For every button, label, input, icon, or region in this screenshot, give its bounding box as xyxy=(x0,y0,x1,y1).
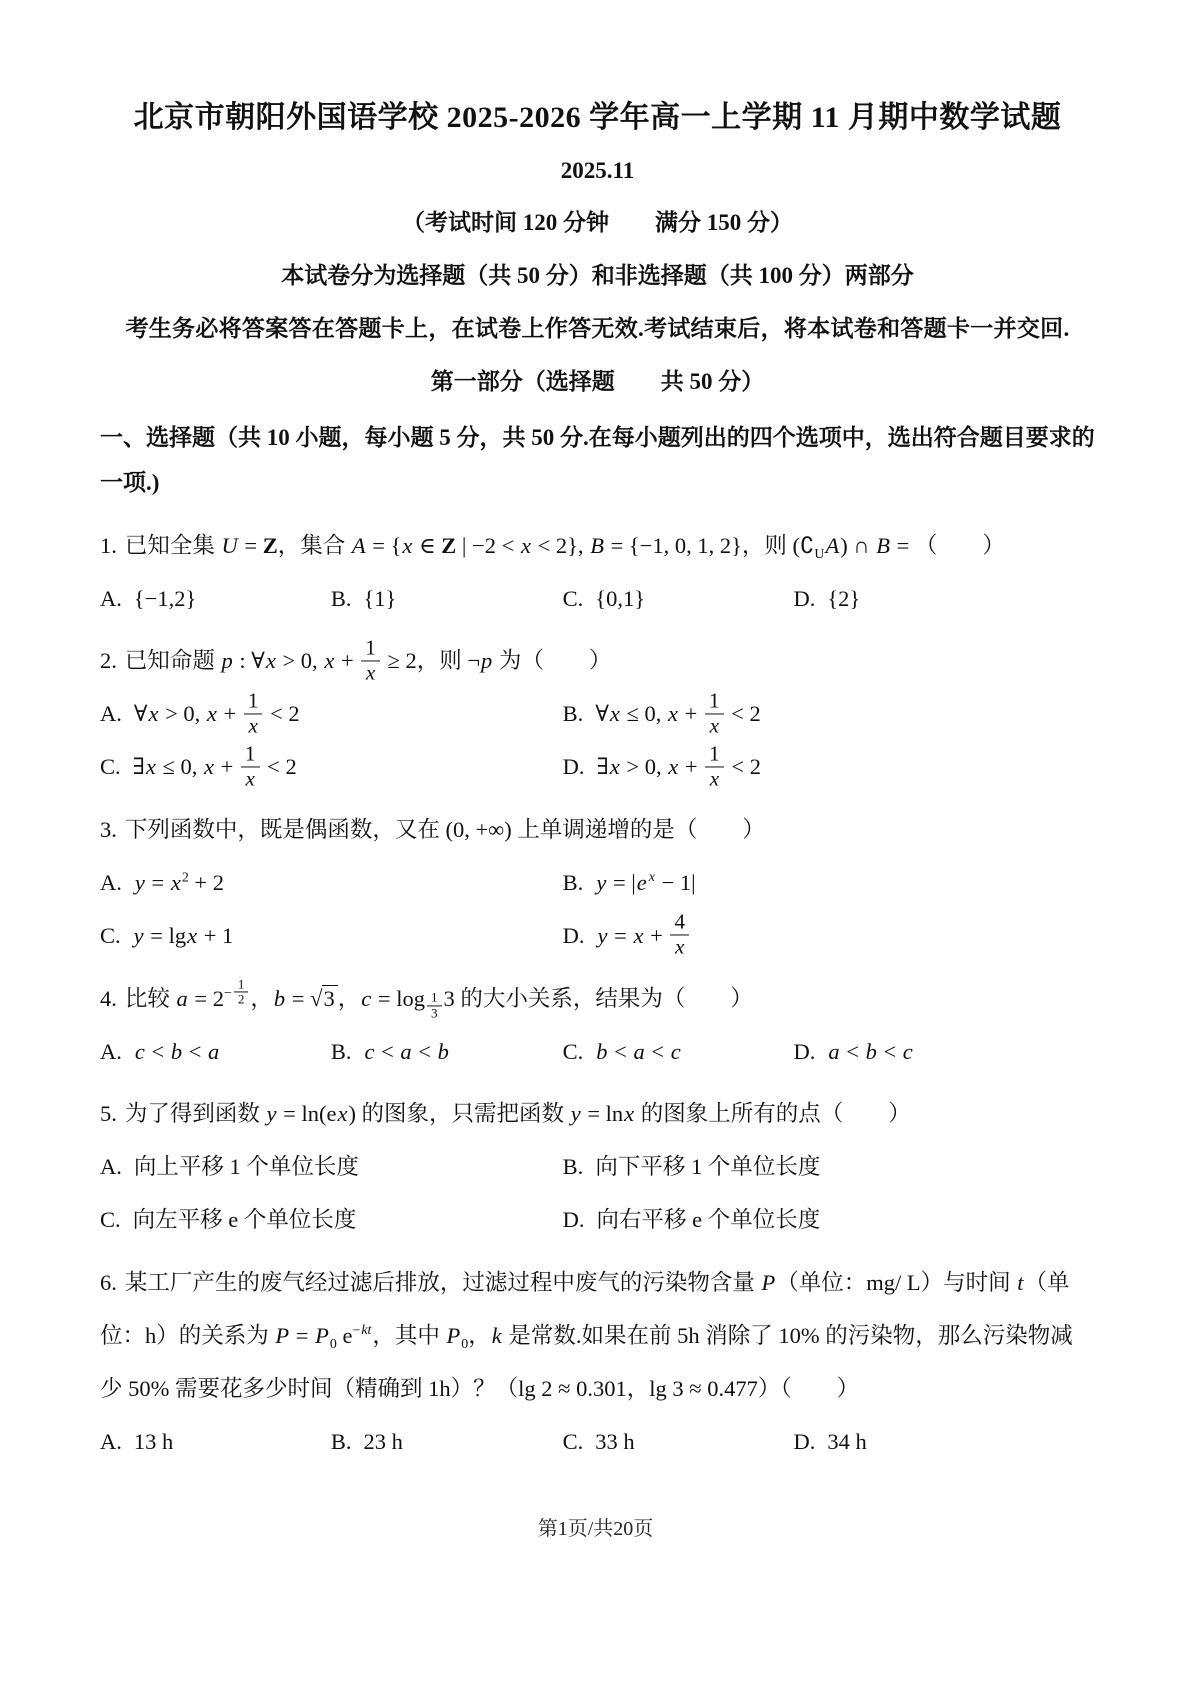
option-a xyxy=(100,688,563,741)
option-content: 23 h xyxy=(363,1428,403,1454)
option-content: 34 h xyxy=(827,1428,867,1454)
option-label: A. xyxy=(100,869,122,895)
option-a xyxy=(100,1026,331,1079)
option-content: ∀x > 0, x + $\frac{1}{x}$ < 2 xyxy=(133,688,300,738)
option-label: B. xyxy=(562,869,584,895)
option-label: C. xyxy=(100,922,121,948)
option-c xyxy=(563,573,794,626)
option-content: 向下平移 1 个单位长度 xyxy=(595,1154,821,1180)
option-content: {0,1} xyxy=(595,585,646,611)
option-c xyxy=(100,910,563,963)
option-b xyxy=(563,688,1095,741)
question-stem: 3. 下列函数中，既是偶函数，又在 (0, +∞) 上单调递增的是（ ） xyxy=(100,817,765,843)
option-content: b < a < c xyxy=(596,1038,681,1064)
option-b xyxy=(563,857,1095,910)
option-content: $y = x^2 + 2$ xyxy=(134,869,224,895)
option-content: 13 h xyxy=(133,1428,174,1454)
section-instructions: 一、选择题（共 10 小题，每小题 5 分，共 50 分.在每小题列出的四个选项中，选出符合题目要求的一项.) xyxy=(100,425,1095,495)
option-b xyxy=(331,1416,563,1469)
question-options xyxy=(100,573,1095,626)
exam-info: （考试时间 120 分钟 满分 150 分） xyxy=(402,210,793,235)
question-options xyxy=(100,1026,1095,1079)
option-content: ∃x > 0, x + $\frac{1}{x}$ < 2 xyxy=(596,741,761,790)
option-label: A. xyxy=(100,1428,122,1454)
question-stem: 1. 已知全集 U = Z，集合 A = {x ∈ Z | −2 < x < 2}, B = {−1, 0, 1, 2}，则 $(∁_UA)$ ∩ B = （ ） xyxy=(100,532,1005,562)
option-content: 向右平移 e 个单位长度 xyxy=(596,1207,821,1233)
option-content: 33 h xyxy=(595,1428,635,1454)
option-content: 向左平移 e 个单位长度 xyxy=(132,1207,357,1233)
option-content: ∀x ≤ 0, x + $\frac{1}{x}$ < 2 xyxy=(595,688,761,738)
option-label: D. xyxy=(793,1428,816,1454)
option-d xyxy=(563,741,1095,794)
question-options xyxy=(100,1416,1095,1469)
question-stem: 6. 某工厂产生的废气经过滤后排放，过滤过程中废气的污染物含量 P（单位：mg/ L）与时间 t（单位：h）的关系为 $P = P_0$ $e^{-kt}$，其中 $P_0$，k 是常数.如果在前 5h 消除了 10% 的污染物，那么污染物减少 50% 需要花多少时间（精确到 1h）？（lg 2 ≈ 0.301，lg 3 ≈ 0.477）（ ） xyxy=(100,1270,1073,1401)
option-label: B. xyxy=(330,1038,352,1064)
option-label: D. xyxy=(562,1207,585,1233)
question-stem: 2. 已知命题 p : ∀x > 0, x + $\frac{1}{x}$ ≥ 2，则 ¬p 为（ ） xyxy=(100,635,612,685)
option-content: y = lgx + 1 xyxy=(133,922,234,948)
question-5 xyxy=(100,1088,1095,1247)
option-d xyxy=(793,1026,1095,1079)
exam-notice: 考生务必将答案答在答题卡上，在试卷上作答无效.考试结束后，将本试卷和答题卡一并交回. xyxy=(125,316,1070,341)
option-label: B. xyxy=(330,585,352,611)
option-label: C. xyxy=(562,1038,584,1064)
option-a xyxy=(100,1416,331,1469)
page-number: 第1页/共20页 xyxy=(537,1518,654,1540)
option-a xyxy=(100,1141,563,1194)
option-label: A. xyxy=(100,1154,122,1180)
question-list xyxy=(100,520,1095,1469)
question-options xyxy=(100,688,1095,794)
option-b xyxy=(331,573,563,626)
option-label: C. xyxy=(562,1428,584,1454)
question-number: 5. xyxy=(100,1101,117,1127)
option-label: A. xyxy=(100,1038,122,1064)
option-label: C. xyxy=(100,1207,121,1233)
option-label: D. xyxy=(793,585,816,611)
option-label: A. xyxy=(100,701,122,727)
section-title: 第一部分（选择题 共 50 分） xyxy=(430,369,765,394)
option-label: D. xyxy=(562,754,585,780)
option-content: {2} xyxy=(827,585,861,611)
question-6 xyxy=(100,1257,1095,1469)
option-b xyxy=(331,1026,563,1079)
question-options xyxy=(100,1141,1095,1247)
option-label: C. xyxy=(100,754,121,780)
exam-parts-line: 本试卷分为选择题（共 50 分）和非选择题（共 100 分）两部分 xyxy=(281,263,914,288)
option-content: a < b < c xyxy=(828,1038,913,1064)
option-label: B. xyxy=(330,1428,352,1454)
question-number: 6. xyxy=(100,1270,117,1296)
question-number: 3. xyxy=(100,817,117,843)
question-stem: 5. 为了得到函数 y = ln(ex) 的图象，只需把函数 y = lnx 的图象上所有的点（ ） xyxy=(100,1101,911,1127)
question-number: 2. xyxy=(100,648,117,674)
option-d xyxy=(563,1194,1095,1247)
option-c xyxy=(100,1194,563,1247)
option-content: c < b < a xyxy=(134,1038,220,1064)
question-1 xyxy=(100,520,1095,626)
exam-date: 2025.11 xyxy=(560,158,635,183)
page-title: 北京市朝阳外国语学校 2025-2026 学年高一上学期 11 月期中数学试题 xyxy=(133,101,1062,134)
option-b xyxy=(563,1141,1095,1194)
option-label: D. xyxy=(793,1038,816,1064)
option-d xyxy=(793,573,1095,626)
option-content: ∃x ≤ 0, x + $\frac{1}{x}$ < 2 xyxy=(132,741,297,790)
option-content: c < a < b xyxy=(364,1038,449,1064)
option-d xyxy=(563,910,1095,963)
option-c xyxy=(563,1416,794,1469)
option-a xyxy=(100,857,563,910)
option-content: {−1,2} xyxy=(133,585,197,611)
option-label: B. xyxy=(562,1154,584,1180)
question-3 xyxy=(100,804,1095,963)
question-number: 1. xyxy=(100,532,117,558)
option-d xyxy=(793,1416,1095,1469)
question-number: 4. xyxy=(100,985,117,1011)
option-content: {1} xyxy=(363,585,397,611)
question-stem: 4. 比较 $a = 2^{- \frac{1}{2}}$ ，b = √3 ，c = log $_{\frac{1}{3}}$ 3 的大小关系，结果为（ ） xyxy=(100,976,753,1021)
question-4 xyxy=(100,973,1095,1079)
option-content: y = |e $^x$ − 1| xyxy=(596,869,696,895)
option-content: y = x + $\frac{4}{x}$ xyxy=(597,923,691,948)
option-c xyxy=(563,1026,794,1079)
option-c xyxy=(100,741,563,794)
option-content: 向上平移 1 个单位长度 xyxy=(133,1154,359,1180)
option-label: C. xyxy=(562,585,584,611)
question-options xyxy=(100,857,1095,963)
question-2 xyxy=(100,635,1095,794)
option-label: B. xyxy=(562,701,584,727)
option-label: D. xyxy=(562,922,585,948)
option-a xyxy=(100,573,331,626)
option-label: A. xyxy=(100,585,122,611)
